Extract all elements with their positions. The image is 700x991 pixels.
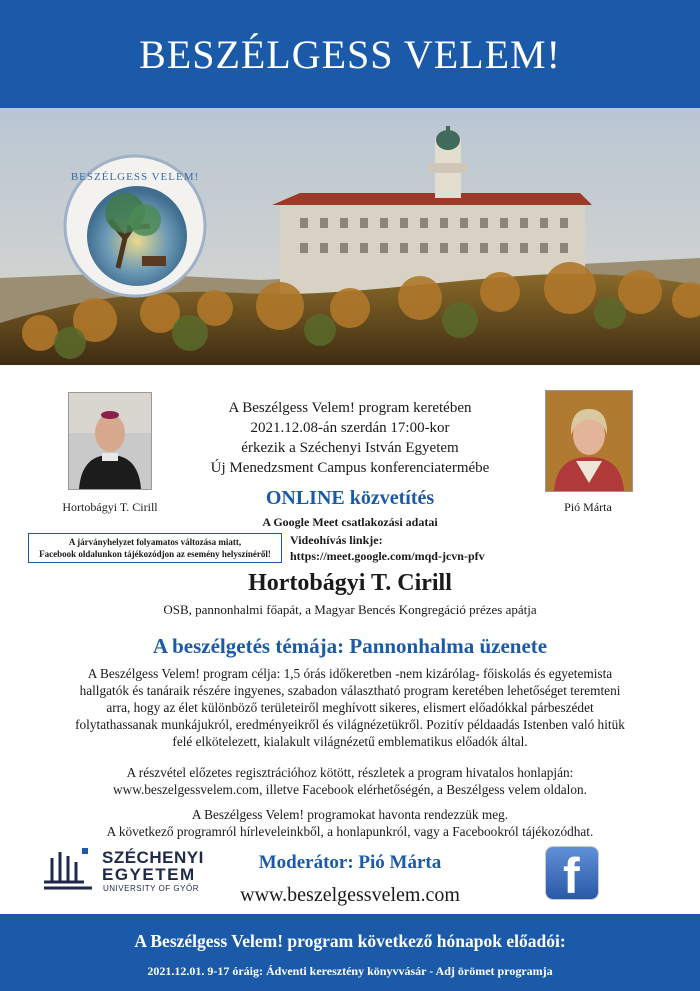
online-broadcast-title: ONLINE közvetítés: [265, 487, 435, 509]
schedule-info: [70, 806, 630, 840]
footer-banner: [0, 914, 700, 991]
meet-link-block: [290, 532, 485, 564]
intro-line-1: A Beszélgess Velem! program keretében: [228, 400, 472, 416]
moderator-label: Moderátor: Pió Márta: [258, 852, 442, 873]
covid-notice: [28, 533, 282, 563]
abbey-landscape-illustration: [0, 108, 700, 365]
meet-link-label: Videohívás linkje:: [290, 533, 383, 547]
footer-event-line: 2021.12.01. 9-17 óráig: Ádventi keresztény könyvvásár - Adj örömet programja: [147, 964, 553, 978]
header-banner: [0, 0, 700, 108]
facebook-glyph: f: [563, 848, 580, 899]
guest-caption: Hortobágyi T. Cirill: [62, 500, 158, 514]
university-name-line-1: SZÉCHENYI: [102, 848, 204, 867]
notice-line-2: Facebook oldalunkon tájékozódjon az esemény helyszínéről!: [39, 549, 271, 559]
registration-info: A részvétel előzetes regisztrációhoz kötött, részletek a program hivatalos honlapján: www.beszelgessvelem.com, illetve Facebook elérhetőségén, a Beszélgess velem oldalon.: [113, 765, 587, 797]
university-emblem-icon: [40, 846, 96, 896]
facebook-icon[interactable]: [546, 847, 598, 899]
moderator-photo: [545, 390, 633, 492]
logo-text: BESZÉLGESS VELEM!: [70, 171, 200, 183]
beszelgess-velem-logo-icon: [65, 156, 205, 296]
event-intro: [170, 398, 530, 478]
schedule-line-1: A Beszélgess Velem! programokat havonta rendezzük meg.: [191, 807, 509, 822]
speaker-title: OSB, pannonhalmi főapát, a Magyar Bencés Kongregáció prézes apátja: [163, 602, 537, 617]
google-meet-title: A Google Meet csatlakozási adatai: [262, 515, 438, 529]
footer-title: A Beszélgess Velem! program következő hónapok előadói:: [134, 931, 566, 951]
intro-line-3: érkezik a Széchenyi István Egyetem: [241, 440, 459, 456]
schedule-line-2: A következő programról hírleveleinkből, a honlapunkról, vagy a Facebookról tájékozódhat.: [106, 824, 594, 839]
university-name-line-2: EGYETEM: [102, 865, 196, 884]
program-description: A Beszélgess Velem! program célja: 1,5 órás időkeretben -nem kizárólag- főiskolás és egyetemista hallgatók és tanáraik részére ingyenes, szabadon választható program keretében lehetőséget teremteni arra, hogy az élet különböző területeiről meghívott sikeres, elismert előadókkal párbeszédet folytathassanak munkájukról, eredményeikről és világnézetükről. Pozitív példaadás Istenben való hitük felé elkötelezett, kialakult világnézetű emblematikus előadók által.: [75, 666, 625, 749]
intro-line-2: 2021.12.08-án szerdán 17:00-kor: [250, 420, 450, 436]
intro-line-4: Új Menedzsment Campus konferenciatermébe: [210, 460, 490, 476]
speaker-name: Hortobágyi T. Cirill: [248, 570, 452, 596]
meet-link[interactable]: https://meet.google.com/mqd-jcvn-pfv: [290, 549, 485, 563]
website-link[interactable]: www.beszelgessvelem.com: [240, 884, 460, 906]
university-name-line-3: UNIVERSITY OF GYŐR: [103, 884, 199, 893]
page-title: BESZÉLGESS VELEM!: [139, 31, 561, 77]
discussion-topic: A beszélgetés témája: Pannonhalma üzenete: [152, 634, 548, 658]
moderator-caption: Pió Márta: [564, 500, 612, 514]
hero-image: [0, 108, 700, 365]
notice-line-1: A járványhelyzet folyamatos változása miatt,: [68, 537, 242, 547]
szechenyi-university-logo: [40, 846, 220, 896]
guest-photo: [68, 392, 152, 490]
